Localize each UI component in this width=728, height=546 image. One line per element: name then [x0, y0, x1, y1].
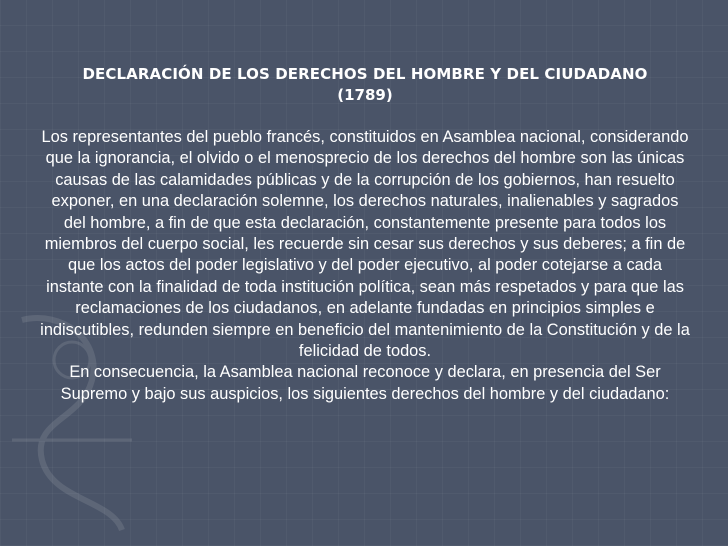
preamble-paragraph: Los representantes del pueblo francés, constituidos en Asamblea nacional, considerando que la ignorancia, el olvido o el menosprecio de los derechos del hombre son las únicas causas de las calamidades públicas y de la corrupción de los gobiernos, han resuelto exponer, en una declaración solemne, los derechos naturales, inalienables y sagrados del hombre, a fin de que esta declaración, constantemente presente para todos los miembros del cuerpo social, les recuerde sin cesar sus derechos y sus deberes; a fin de que los actos del poder legislativo y del poder ejecutivo, al poder cotejarse a cada instante con la finalidad de toda institución política, sean más respetados y para que las reclamaciones de los ciudadanos, en adelante fundadas en principios simples e indiscutibles, redunden siempre en beneficio del mantenimiento de la Constitución y de la felicidad de todos. — [40, 128, 690, 361]
document-title: DECLARACIÓN DE LOS DERECHOS DEL HOMBRE Y DEL CIUDADANO — [82, 65, 648, 83]
declaration-text-block — [40, 64, 690, 405]
document-year: (1789) — [337, 86, 393, 104]
consequence-paragraph: En consecuencia, la Asamblea nacional reconoce y declara, en presencia del Ser Supremo y bajo sus auspicios, los siguientes derechos del hombre y del ciudadano: — [60, 363, 670, 403]
